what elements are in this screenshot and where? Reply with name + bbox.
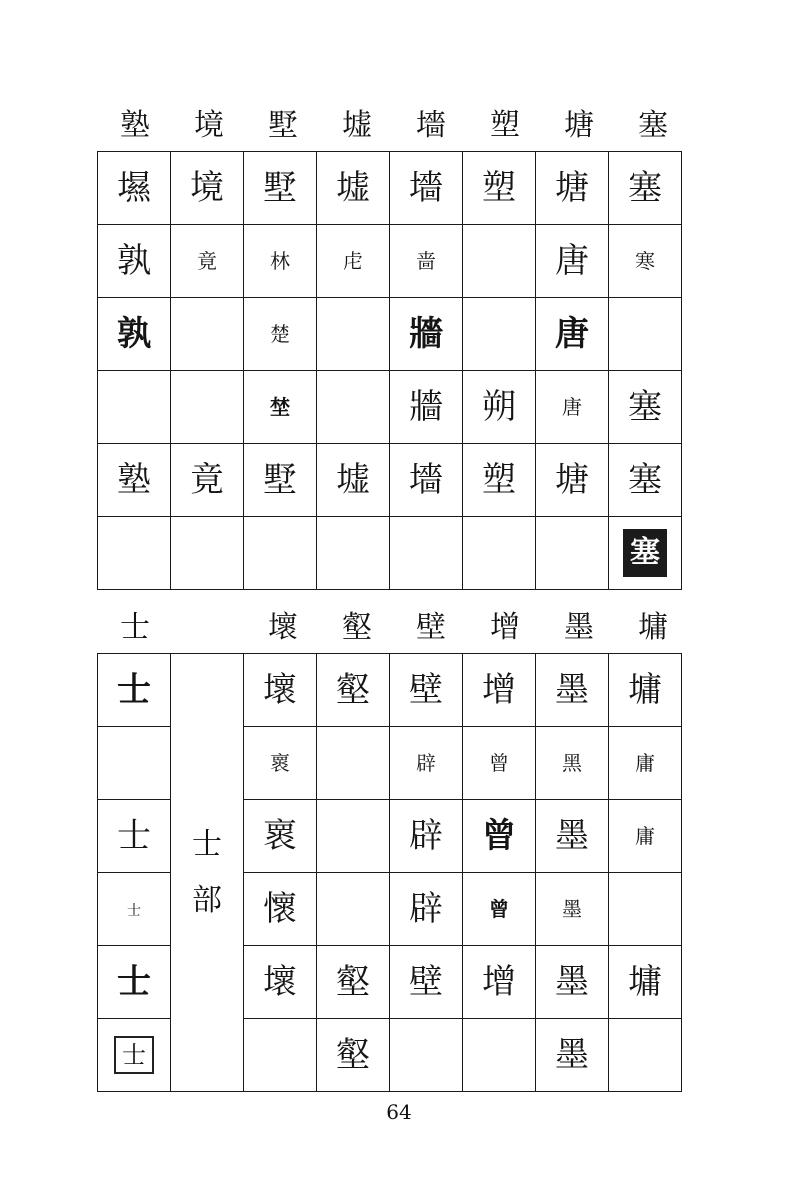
glyph: 辟 [409,816,443,856]
glyph-cell [244,298,317,371]
glyph: 壁 [409,670,443,710]
glyph: 唐 [555,241,589,281]
table-row [98,152,682,225]
glyph: 林 [270,248,290,273]
column-header: 墅 [268,108,298,143]
glyph-cell [609,152,682,225]
column-header: 塾 [120,108,150,143]
top-glyph-table [97,151,682,590]
column-header: 士 [120,610,150,645]
glyph-cell [98,873,171,946]
glyph: 褱 [270,750,290,775]
glyph-cell [171,298,244,371]
glyph-cell [98,152,171,225]
glyph-cell [463,654,536,727]
glyph: 士 [117,670,151,710]
glyph: 墨 [555,816,589,856]
bottom-glyph-table [97,653,682,1092]
glyph-cell [171,444,244,517]
glyph-cell [463,873,536,946]
glyph-cell [609,873,682,946]
seal-glyph: 塞 [623,529,667,577]
glyph-cell [244,946,317,1019]
glyph: 壑 [336,1035,370,1075]
glyph-cell [171,225,244,298]
glyph-cell [390,152,463,225]
column-header: 塞 [638,108,668,143]
glyph-cell [536,152,609,225]
glyph-cell [536,1019,609,1092]
radical-character: 士 [192,826,222,862]
glyph-cell [171,517,244,590]
glyph: 寒 [635,248,655,273]
glyph: 辟 [416,750,436,775]
framed-glyph: 士 [114,1036,154,1074]
glyph: 士 [127,902,141,919]
glyph-cell [98,1019,171,1092]
glyph: 黑 [562,750,582,775]
glyph-cell [463,1019,536,1092]
glyph-cell [536,727,609,800]
glyph-cell [244,444,317,517]
glyph-cell [390,1019,463,1092]
glyph-cell [390,873,463,946]
glyph-cell [390,225,463,298]
glyph-cell [609,225,682,298]
glyph: 墉 [628,962,662,1002]
glyph-cell [536,225,609,298]
glyph-cell [463,946,536,1019]
glyph-cell [536,946,609,1019]
column-header: 墉 [638,610,668,645]
glyph: 壁 [409,962,443,1002]
glyph-cell [317,517,390,590]
column-header: 墟 [342,108,372,143]
glyph-cell [171,152,244,225]
glyph: 塞 [628,387,662,427]
glyph: 塑 [482,460,516,500]
glyph: 墨 [555,962,589,1002]
glyph-cell [98,444,171,517]
glyph-cell [244,225,317,298]
glyph-cell [244,800,317,873]
glyph: 壑 [336,962,370,1002]
glyph-cell [390,298,463,371]
glyph-cell [98,298,171,371]
column-header: 境 [194,108,224,143]
glyph-cell [244,727,317,800]
glyph-cell [463,444,536,517]
glyph: 墨 [555,670,589,710]
table-row [98,444,682,517]
glyph: 竟 [197,248,217,273]
glyph: 塘 [555,168,589,208]
glyph: 竟 [190,460,224,500]
glyph: 虍 [343,248,363,273]
column-header: 增 [490,610,520,645]
glyph-cell [390,946,463,1019]
glyph: 士 [117,962,151,1002]
glyph-cell [609,298,682,371]
glyph: 庸 [635,823,655,848]
glyph-cell [171,371,244,444]
glyph: 懷 [263,889,297,929]
glyph: 埜 [270,394,290,419]
glyph-cell [609,800,682,873]
glyph-cell [244,1019,317,1092]
page-number: 64 [386,1100,412,1124]
glyph-cell [317,298,390,371]
glyph-cell [390,371,463,444]
table-row [98,225,682,298]
glyph-cell [244,371,317,444]
column-header: 壞 [268,610,298,645]
table-row [98,517,682,590]
glyph-cell [317,654,390,727]
glyph-cell [244,654,317,727]
glyph-cell [536,371,609,444]
glyph-cell [609,371,682,444]
glyph-cell [317,152,390,225]
glyph: 墻 [409,460,443,500]
glyph: 牆 [409,387,443,427]
glyph: 褱 [263,816,297,856]
glyph-cell [98,225,171,298]
table-row [98,371,682,444]
glyph-cell [609,444,682,517]
glyph-cell [536,444,609,517]
glyph-cell [536,517,609,590]
glyph: 唐 [562,394,582,419]
glyph-cell [98,946,171,1019]
glyph: 孰 [117,314,151,354]
column-header: 塑 [490,108,520,143]
glyph-cell [317,800,390,873]
glyph: 庸 [635,750,655,775]
column-header: 墻 [416,108,446,143]
glyph-cell [609,1019,682,1092]
glyph: 士 [117,816,151,856]
glyph: 曾 [489,896,509,921]
glyph-cell [317,873,390,946]
column-header: 壁 [416,610,446,645]
glyph: 朔 [482,387,516,427]
glyph: 唐 [555,314,589,354]
glyph: 墟 [336,460,370,500]
glyph-cell [317,371,390,444]
glyph: 壞 [263,670,297,710]
glyph: 曾 [489,750,509,775]
glyph: 塞 [628,168,662,208]
glyph-cell [98,800,171,873]
table-row [98,654,682,727]
glyph: 啬 [416,248,436,273]
column-header: 墨 [564,610,594,645]
glyph-cell [609,517,682,590]
glyph: 墻 [409,168,443,208]
glyph: 墨 [562,896,582,921]
glyph-cell [536,873,609,946]
glyph-cell [536,298,609,371]
glyph-cell [390,444,463,517]
glyph: 境 [190,168,224,208]
glyph: 曾 [482,816,516,856]
glyph-cell [463,800,536,873]
glyph-cell [536,800,609,873]
glyph-cell [98,517,171,590]
glyph: 㙷 [117,168,151,208]
glyph-cell [317,946,390,1019]
glyph-cell [317,1019,390,1092]
glyph: 墟 [336,168,370,208]
glyph-cell [463,225,536,298]
glyph-cell [463,517,536,590]
column-header: 壑 [342,610,372,645]
glyph-cell [98,654,171,727]
glyph: 塞 [628,460,662,500]
glyph: 墨 [555,1035,589,1075]
glyph: 塑 [482,168,516,208]
glyph: 塘 [555,460,589,500]
glyph: 墅 [263,460,297,500]
glyph-cell [463,298,536,371]
glyph-cell [463,152,536,225]
glyph-cell [536,654,609,727]
glyph-cell [98,727,171,800]
glyph-cell [98,371,171,444]
glyph: 孰 [117,241,151,281]
radical-suffix: 部 [192,882,222,918]
glyph-cell [463,371,536,444]
glyph: 楚 [270,321,290,346]
glyph-cell [390,800,463,873]
glyph-cell [609,727,682,800]
glyph: 墅 [263,168,297,208]
column-header: 塘 [564,108,594,143]
glyph-cell [609,654,682,727]
glyph-cell [390,654,463,727]
table-row [98,298,682,371]
glyph-cell [317,225,390,298]
top-header-row [98,104,690,148]
bottom-header-row [98,606,690,650]
glyph: 增 [482,670,516,710]
glyph: 壞 [263,962,297,1002]
glyph: 墉 [628,670,662,710]
glyph-cell [390,727,463,800]
glyph: 辟 [409,889,443,929]
glyph: 牆 [409,314,443,354]
glyph: 塾 [117,460,151,500]
glyph-cell [390,517,463,590]
glyph-cell [463,727,536,800]
glyph: 增 [482,962,516,1002]
glyph-cell [244,152,317,225]
radical-label-cell [171,654,244,1092]
glyph-cell [244,517,317,590]
glyph: 壑 [336,670,370,710]
glyph-cell [317,727,390,800]
glyph-cell [244,873,317,946]
glyph-cell [317,444,390,517]
glyph-cell [609,946,682,1019]
